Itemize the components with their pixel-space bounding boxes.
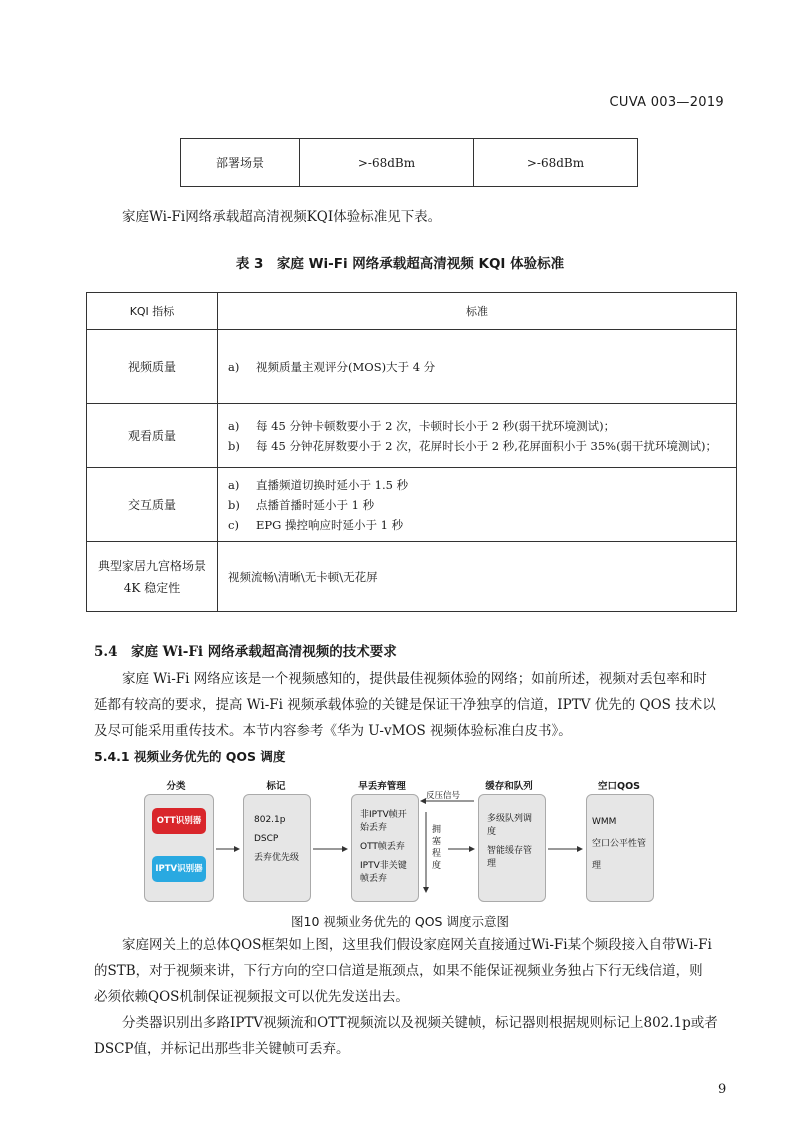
intro-paragraph: 家庭Wi-Fi网络承载超高清视频KQI体验标准见下表。: [122, 209, 442, 225]
qos-diagram: [136, 774, 676, 906]
table3-caption: 表 3 家庭 Wi-Fi 网络承载超高清视频 KQI 体验标准: [235, 256, 565, 272]
mark-item: 802.1p: [254, 815, 286, 825]
drop-item: 非IPTV帧开: [360, 810, 407, 820]
congestion-label: 拥 塞 程 度: [432, 825, 442, 871]
table-row: [87, 542, 737, 612]
kqi-name: 典型家居九宫格场景 4K 稳定性: [87, 542, 218, 612]
deployment-table: [180, 138, 638, 187]
list-item: c) EPG 操控响应时延小于 1 秒: [228, 517, 404, 532]
table-row: [87, 330, 737, 404]
stage-title: 分类: [166, 781, 186, 792]
mark-item: 丢弃优先级: [254, 853, 300, 863]
list-item: b) 每 45 分钟花屏数要小于 2 次，花屏时长小于 2 秒,花屏面积小于 35%(弱干扰环境测试)；: [228, 438, 718, 453]
kqi-name: 观看质量: [87, 404, 218, 468]
document-id: CUVA 003—2019: [609, 95, 724, 110]
stage-title: 空口QOS: [598, 781, 640, 792]
table-row: [87, 404, 737, 468]
kqi-standard: [218, 468, 737, 542]
list-item: a) 直播频道切换时延小于 1.5 秒: [228, 477, 409, 492]
section-5-4-1-heading: 5.4.1 视频业务优先的 QOS 调度: [94, 749, 286, 764]
stage-title: 早丢弃管理: [358, 781, 406, 792]
column-header-kqi: KQI 指标: [87, 293, 218, 330]
list-item: b) 点播首播时延小于 1 秒: [228, 497, 375, 512]
stage-title: 缓存和队列: [485, 781, 533, 792]
drop-item: OTT帧丢弃: [360, 842, 405, 852]
table-header-row: [87, 293, 737, 330]
iptv-classifier: IPTV识别器: [152, 856, 206, 882]
section-5-4-paragraph: 家庭 Wi-Fi 网络应该是一个视频感知的，提供最佳视频体验的网络；如前所述，视频对丢包率和时 延都有较高的要求，提高 Wi-Fi 视频承载体验的关键是保证干净独享的信道，IPTV 优先的 QOS 技术以 及尽可能采用重传技术。本节内容参考《华为 U-vMOS 视频体验标准白皮书》。: [94, 671, 716, 739]
kqi-standard: [218, 330, 737, 404]
classifier-paragraph: 分类器识别出多路IPTV视频流和OTT视频流以及视频关键帧，标记器则根据规则标记上802.1p或者 DSCP值，并标记出那些非关键帧可丢弃。: [94, 1015, 718, 1057]
deployment-value-2: >-68dBm: [474, 139, 638, 187]
figure-caption: 图10 视频业务优先的 QOS 调度示意图: [291, 914, 509, 929]
column-header-standard: 标准: [218, 293, 737, 330]
mark-item: DSCP: [254, 834, 279, 844]
drop-item: 帧丢弃: [360, 874, 388, 884]
deployment-label: 部署场景: [181, 139, 300, 187]
queue-item: 多级队列调: [487, 814, 533, 824]
list-item: a) 视频质量主观评分(MOS)大于 4 分: [228, 359, 436, 374]
qos-item: WMM: [592, 817, 617, 827]
diagram-arrows: [136, 774, 676, 906]
feedback-label: 反压信号: [426, 791, 461, 801]
kqi-name: 视频质量: [87, 330, 218, 404]
queue-item: 理: [487, 859, 497, 869]
ott-classifier: OTT识别器: [152, 808, 206, 834]
kqi-standard: 视频流畅\清晰\无卡顿\无花屏: [218, 542, 737, 612]
queue-item: 智能缓存管: [487, 846, 533, 856]
table-row: [87, 468, 737, 542]
drop-item: IPTV非关键: [360, 861, 407, 871]
deployment-value-1: >-68dBm: [300, 139, 474, 187]
qos-framework-paragraph: 家庭网关上的总体QOS框架如上图，这里我们假设家庭网关直接通过Wi-Fi某个频段接入自带Wi-Fi 的STB，对于视频来讲，下行方向的空口信道是瓶颈点，如果不能保证视频业务独占下行无线信道，则 必须依赖QOS机制保证视频报文可以优先发送出去。: [94, 937, 712, 1005]
page-number: 9: [718, 1082, 727, 1097]
stage-title: 标记: [266, 781, 286, 792]
section-5-4-heading: 5.4 家庭 Wi-Fi 网络承载超高清视频的技术要求: [94, 644, 397, 660]
kqi-name: 交互质量: [87, 468, 218, 542]
kqi-standard: [218, 404, 737, 468]
list-item: a) 每 45 分钟卡顿数要小于 2 次，卡顿时长小于 2 秒(弱干扰环境测试)；: [228, 418, 616, 433]
qos-item: 空口公平性管理: [592, 839, 647, 871]
queue-item: 度: [487, 827, 497, 837]
kqi-table: [86, 292, 737, 612]
drop-item: 始丢弃: [360, 823, 388, 833]
